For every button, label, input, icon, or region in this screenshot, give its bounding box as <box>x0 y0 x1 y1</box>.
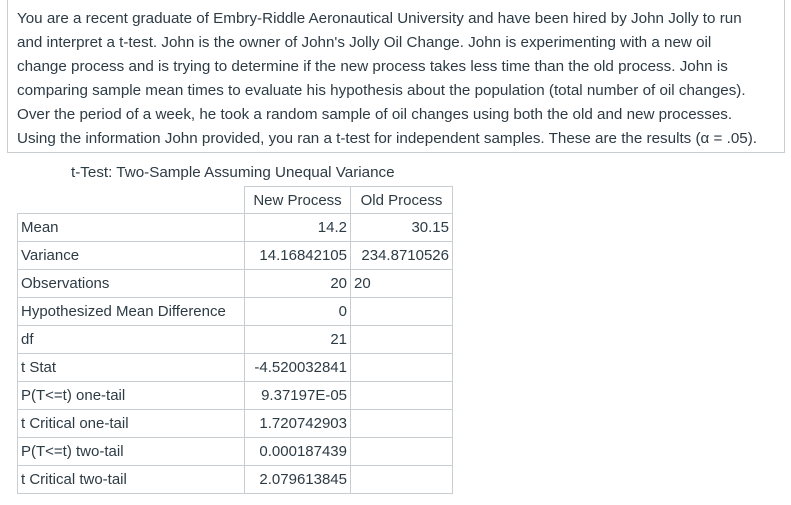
new-process-value: 14.2 <box>245 214 351 242</box>
paragraph-line: change process and is trying to determine if the new process takes less time than the old process. John is <box>17 58 728 75</box>
old-process-value <box>351 410 453 438</box>
row-label: t Critical one-tail <box>18 410 245 438</box>
table-header-row <box>18 187 453 214</box>
table-row <box>18 410 453 438</box>
row-label: Mean <box>18 214 245 242</box>
old-process-value: 20 <box>351 270 453 298</box>
table-row <box>18 466 453 494</box>
table-row <box>18 382 453 410</box>
new-process-value: 9.37197E-05 <box>245 382 351 410</box>
table-row <box>18 326 453 354</box>
question-paragraph <box>17 7 782 151</box>
new-process-value: 20 <box>245 270 351 298</box>
new-process-value: 0.000187439 <box>245 438 351 466</box>
row-label: P(T<=t) two-tail <box>18 438 245 466</box>
row-label: Variance <box>18 242 245 270</box>
old-process-value: 30.15 <box>351 214 453 242</box>
old-process-value <box>351 466 453 494</box>
row-label: df <box>18 326 245 354</box>
new-process-value: 0 <box>245 298 351 326</box>
paragraph-line: Over the period of a week, he took a random sample of oil changes using both the old and new processes. <box>17 106 733 123</box>
results-table <box>17 186 453 494</box>
new-process-value: 14.16842105 <box>245 242 351 270</box>
new-process-value: -4.520032841 <box>245 354 351 382</box>
new-process-value: 2.079613845 <box>245 466 351 494</box>
header-blank-cell <box>18 187 245 214</box>
table-row <box>18 242 453 270</box>
header-new-process: New Process <box>245 187 351 214</box>
row-label: Observations <box>18 270 245 298</box>
table-row <box>18 354 453 382</box>
old-process-value <box>351 438 453 466</box>
header-old-process: Old Process <box>351 187 453 214</box>
paragraph-line: Using the information John provided, you ran a t-test for independent samples. These are the results (α = .05). <box>17 130 758 147</box>
new-process-value: 21 <box>245 326 351 354</box>
table-row <box>18 270 453 298</box>
paragraph-line: comparing sample mean times to evaluate his hypothesis about the population (total number of oil changes). <box>17 82 746 99</box>
old-process-value <box>351 326 453 354</box>
row-label: Hypothesized Mean Difference <box>18 298 245 326</box>
row-label: P(T<=t) one-tail <box>18 382 245 410</box>
table-row <box>18 214 453 242</box>
table-row <box>18 438 453 466</box>
paragraph-line: and interpret a t-test. John is the owner of John's Jolly Oil Change. John is experimenting with a new oil <box>17 34 712 51</box>
old-process-value <box>351 382 453 410</box>
table-title: t-Test: Two-Sample Assuming Unequal Variance <box>71 164 395 181</box>
old-process-value <box>351 298 453 326</box>
old-process-value <box>351 354 453 382</box>
row-label: t Critical two-tail <box>18 466 245 494</box>
new-process-value: 1.720742903 <box>245 410 351 438</box>
paragraph-line: You are a recent graduate of Embry-Riddle Aeronautical University and have been hired by John Jolly to run <box>17 10 742 27</box>
row-label: t Stat <box>18 354 245 382</box>
table-row <box>18 298 453 326</box>
old-process-value: 234.8710526 <box>351 242 453 270</box>
